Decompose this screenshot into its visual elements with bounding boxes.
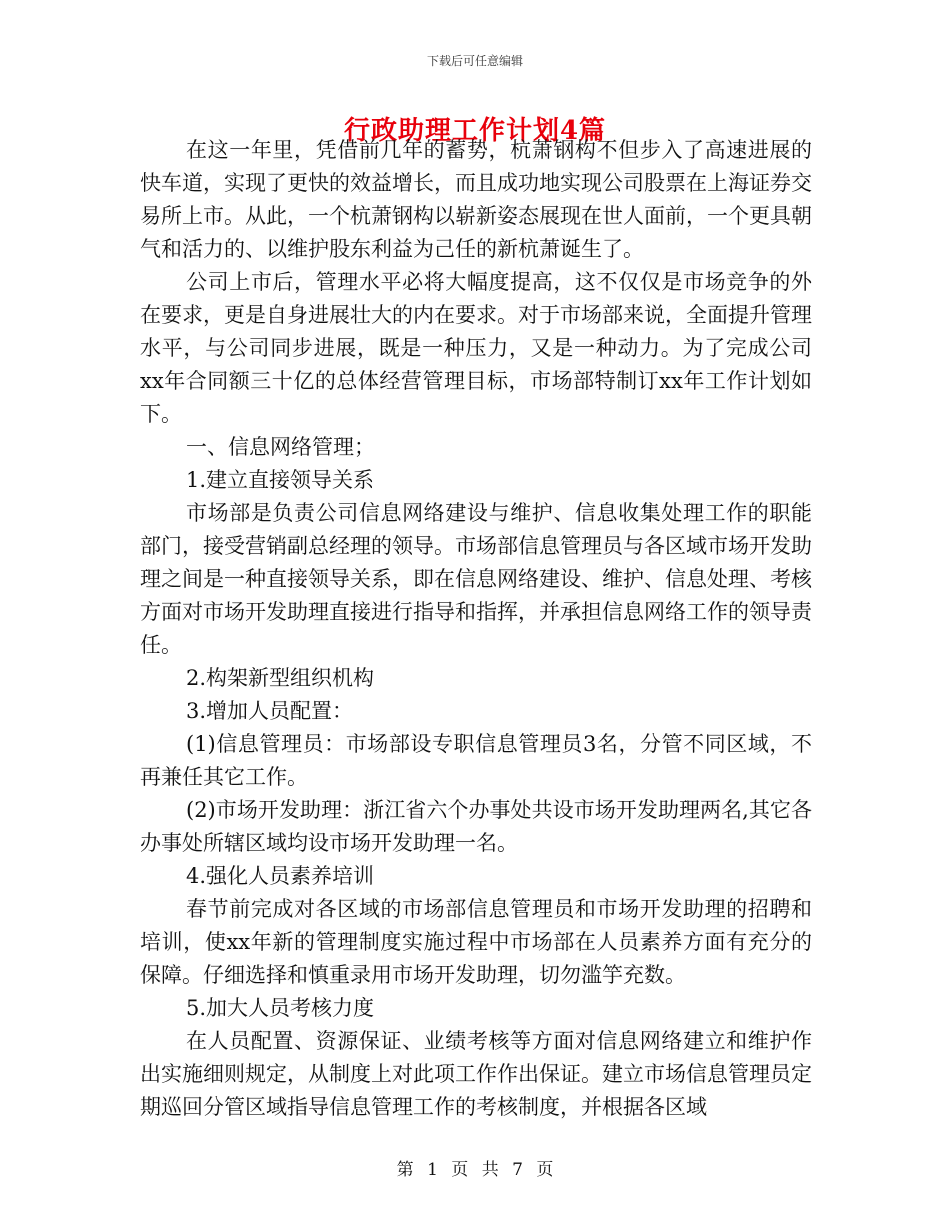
page-number: 1 (427, 1160, 438, 1180)
sub-item-market-assistant: (2)市场开发助理：浙江省六个办事处共设市场开发助理两名,其它各办事处所辖区域均设市场开发助理一名。 (140, 798, 812, 855)
total-pages: 7 (512, 1160, 523, 1180)
item-heading-3: 3.增加人员配置： (186, 699, 354, 723)
page-footer (0, 1155, 950, 1180)
sub-item-info-manager: (1)信息管理员：市场部设专职信息管理员3名，分管不同区域，不再兼任其它工作。 (140, 732, 812, 789)
document-title: 行政助理工作计划4篇 (343, 116, 607, 146)
paragraph-listing: 公司上市后，管理水平必将大幅度提高，这不仅仅是市场竞争的外在要求，更是自身进展壮大的内在要求。对于市场部来说，全面提升管理水平，与公司同步进展，既是一种压力，又是一种动力。为了完成公司xx年合同额三十亿的总体经营管理目标，市场部特制订xx年工作计划如下。 (140, 270, 812, 426)
section-heading-info-network: 一、信息网络管理； (186, 435, 375, 459)
page-header: 下载后可任意编辑 (426, 54, 523, 68)
paragraph-training: 春节前完成对各区域的市场部信息管理员和市场开发助理的招聘和培训，使xx年新的管理制度实施过程中市场部在人员素养方面有充分的保障。仔细选择和慎重录用市场开发助理，切勿滥竽充数。 (140, 897, 812, 987)
total-prefix: 共 (481, 1160, 499, 1180)
item-heading-2: 2.构架新型组织机构 (186, 666, 375, 690)
item-heading-4: 4.强化人员素养培训 (186, 864, 375, 888)
item-heading-5: 5.加大人员考核力度 (186, 996, 375, 1020)
paragraph-market-dept: 市场部是负责公司信息网络建设与维护、信息收集处理工作的职能部门，接受营销副总经理的领导。市场部信息管理员与各区域市场开发助理之间是一种直接领导关系，即在信息网络建设、维护、信息处理、考核方面对市场开发助理直接进行指导和指挥，并承担信息网络工作的领导责任。 (140, 501, 812, 657)
document-body (140, 134, 812, 1124)
item-heading-1: 1.建立直接领导关系 (186, 468, 375, 492)
page-unit: 页 (451, 1160, 469, 1180)
total-unit: 页 (536, 1160, 554, 1180)
paragraph-assessment: 在人员配置、资源保证、业绩考核等方面对信息网络建立和维护作出实施细则规定，从制度上对此项工作作出保证。建立市场信息管理员定期巡回分管区域指导信息管理工作的考核制度，并根据各区域 (140, 1029, 812, 1119)
page-prefix: 第 (396, 1160, 414, 1180)
paragraph-intro: 在这一年里，凭借前几年的蓄势，杭萧钢构不但步入了高速进展的快车道，实现了更快的效益增长，而且成功地实现公司股票在上海证券交易所上市。从此，一个杭萧钢构以崭新姿态展现在世人面前，一个更具朝气和活力的、以维护股东利益为己任的新杭萧诞生了。 (140, 138, 812, 261)
